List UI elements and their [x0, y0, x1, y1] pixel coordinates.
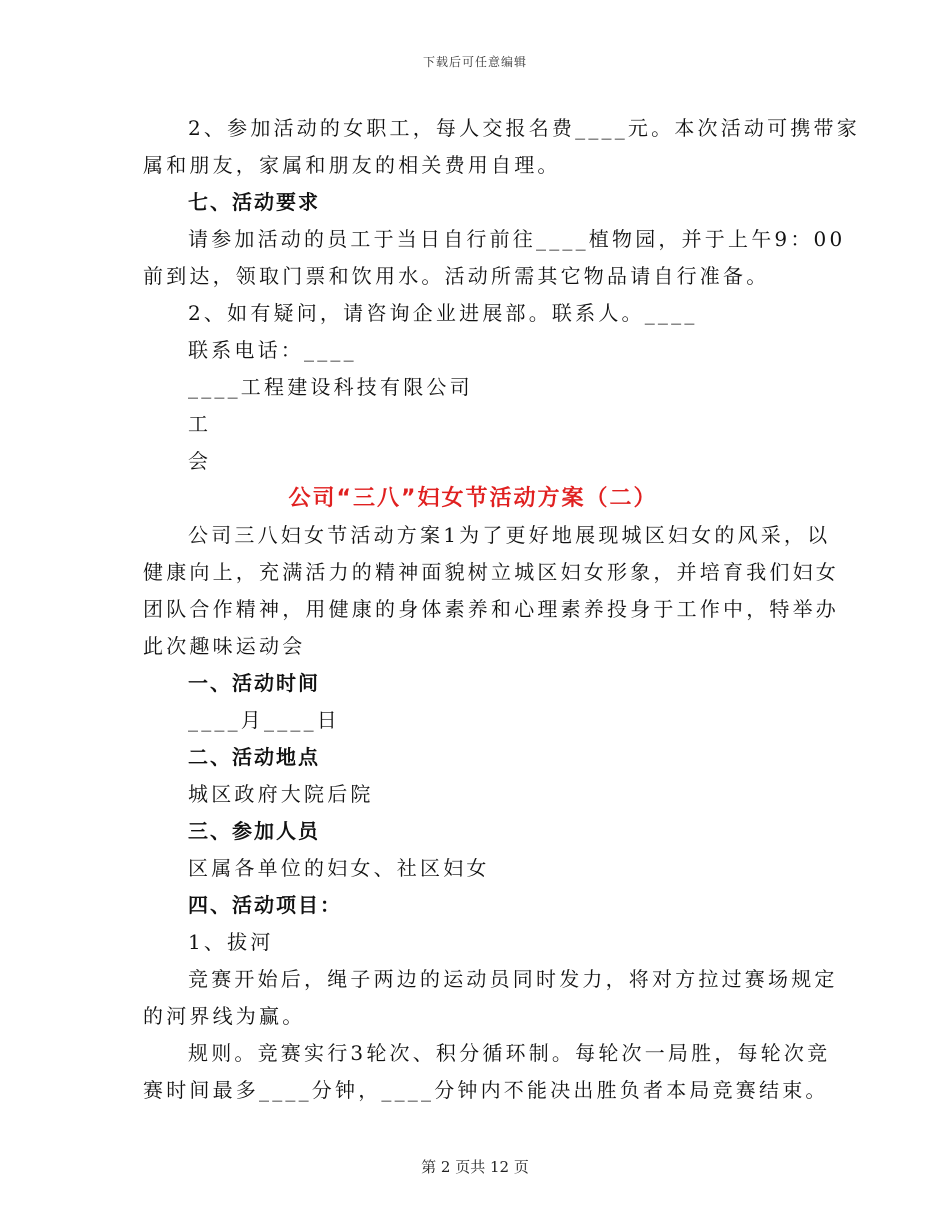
section-heading: 四、活动项目：	[188, 893, 342, 917]
paragraph-line: 请参加活动的员工于当日自行前往____植物园，并于上午9：00	[188, 227, 846, 251]
signature-char: 工	[188, 412, 212, 436]
section-heading: 二、活动地点	[188, 745, 320, 769]
paragraph-line: 1、拔河	[188, 930, 274, 954]
signature-char: 会	[188, 449, 212, 473]
document-title: 公司“三八”妇女节活动方案（二）	[288, 486, 658, 511]
section-heading: 三、参加人员	[188, 819, 320, 843]
paragraph-line: 的河界线为赢。	[143, 1004, 306, 1028]
paragraph-line: 规则。竞赛实行3轮次、积分循环制。每轮次一局胜，每轮次竞	[188, 1041, 831, 1065]
paragraph-line: 公司三八妇女节活动方案1为了更好地展现城区妇女的风采，以	[188, 523, 831, 547]
paragraph-line: 赛时间最多____分钟，____分钟内不能决出胜负者本局竞赛结束。	[143, 1078, 829, 1102]
paragraph-line: 前到达，领取门票和饮用水。活动所需其它物品请自行准备。	[143, 264, 770, 288]
section-heading: 七、活动要求	[188, 190, 320, 214]
paragraph-line: 区属各单位的妇女、社区妇女	[188, 856, 490, 880]
document-body	[143, 110, 860, 1109]
paragraph-line: 此次趣味运动会	[143, 634, 306, 658]
paragraph-line: 团队合作精神，用健康的身体素养和心理素养投身于工作中，特举办	[143, 597, 839, 621]
paragraph-line: 城区政府大院后院	[188, 782, 374, 806]
section-heading: 一、活动时间	[188, 671, 320, 695]
company-name-line: ____工程建设科技有限公司	[188, 375, 473, 399]
paragraph-line: 健康向上，充满活力的精神面貌树立城区妇女形象，并培育我们妇女	[143, 560, 839, 584]
paragraph-line: ____月____日	[188, 708, 340, 732]
page-footer: 第 2 页共 12 页	[421, 1158, 529, 1176]
paragraph-line: 属和朋友，家属和朋友的相关费用自理。	[143, 153, 561, 177]
page-header: 下载后可任意编辑	[422, 55, 527, 69]
paragraph-line: 2、参加活动的女职工，每人交报名费____元。本次活动可携带家	[188, 116, 860, 140]
contact-phone-line: 联系电话：____	[188, 338, 357, 362]
paragraph-line: 2、如有疑问，请咨询企业进展部。联系人。____	[188, 301, 698, 325]
paragraph-line: 竞赛开始后，绳子两边的运动员同时发力，将对方拉过赛场规定	[188, 967, 838, 991]
